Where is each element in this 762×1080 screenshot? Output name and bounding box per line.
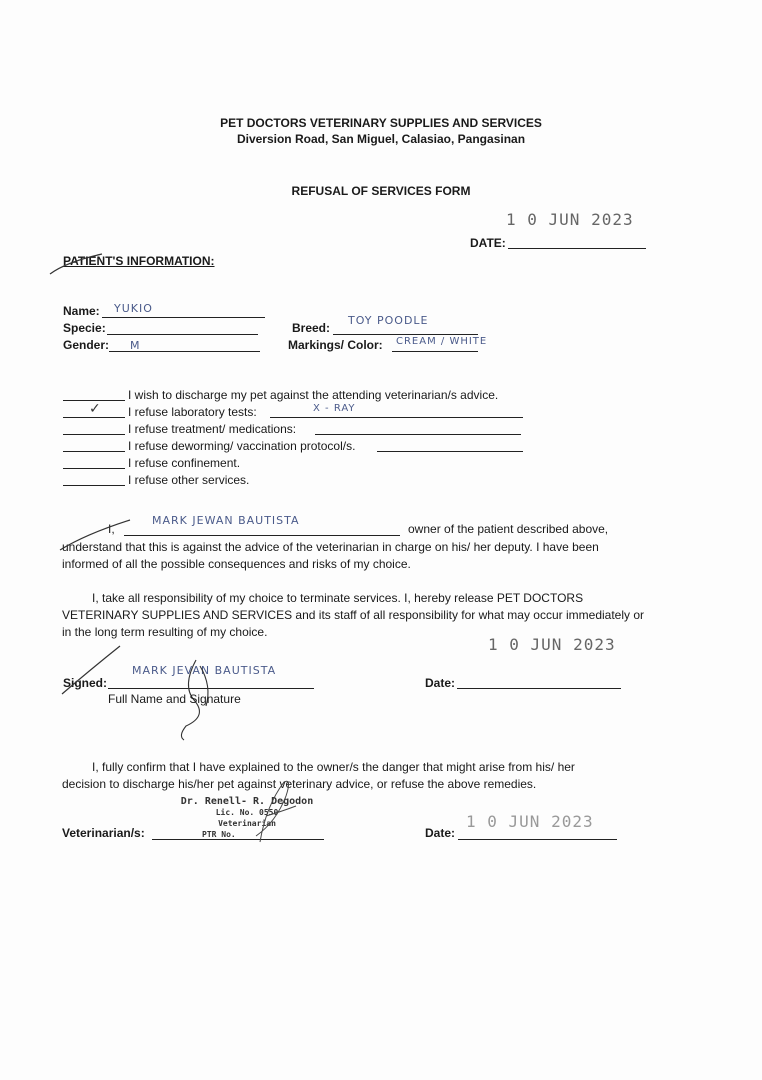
date-stamp-signed: 1 0 JUN 2023: [488, 635, 616, 654]
gender-field[interactable]: M: [130, 339, 141, 352]
patient-section-title: PATIENT'S INFORMATION:: [63, 254, 215, 268]
signed-label: Signed:: [63, 676, 107, 690]
vet-date-label: Date:: [425, 826, 456, 840]
statement-line3: informed of all the possible consequences and risks of my choice.: [62, 557, 411, 571]
release-line1: I, take all responsibility of my choice to terminate services. I, hereby release PET DOCTORS: [92, 591, 584, 605]
owner-name-field[interactable]: MARK JEWAN BAUTISTA: [152, 514, 300, 527]
specie-label: Specie:: [63, 321, 106, 335]
date-stamp-vet: 1 0 JUN 2023: [466, 812, 594, 831]
markings-label: Markings/ Color:: [288, 338, 383, 352]
form-title: REFUSAL OF SERVICES FORM: [291, 184, 471, 198]
specie-line: [107, 334, 258, 335]
option-text: I refuse treatment/ medications:: [128, 422, 297, 436]
vet-stamp-license: Lic. No. 0550: [215, 808, 279, 817]
vet-signature-mark: [236, 776, 306, 848]
option-detail-line: [270, 417, 523, 418]
signed-name-field[interactable]: MARK JEVAN BAUTISTA: [132, 664, 277, 677]
release-line2: VETERINARY SUPPLIES AND SERVICES and its staff of all responsibility for what may occur immediately or: [62, 608, 645, 622]
option-detail-line: [315, 434, 521, 435]
option-row: [63, 388, 533, 405]
statement-line2: understand that this is against the advice of the veterinarian in charge on his/ her deputy. I have been: [62, 540, 599, 554]
name-line: [102, 317, 265, 318]
breed-field[interactable]: TOY POODLE: [348, 314, 429, 327]
signed-date-label: Date:: [425, 676, 456, 690]
markings-line: [392, 351, 478, 352]
option-blank[interactable]: [63, 485, 125, 486]
option-text: I refuse deworming/ vaccination protocol/s.: [128, 439, 356, 453]
signed-date-line[interactable]: [457, 688, 621, 689]
signed-caption: Full Name and Signature: [108, 692, 241, 706]
vet-stamp-title: Veterinarian: [218, 819, 276, 828]
option-detail[interactable]: X - RAY: [313, 403, 356, 414]
vet-date-line[interactable]: [458, 839, 617, 840]
breed-label: Breed:: [292, 321, 331, 335]
option-blank[interactable]: [63, 468, 125, 469]
option-text: I refuse confinement.: [128, 456, 241, 470]
option-row: [63, 456, 533, 473]
option-text: I refuse laboratory tests:: [128, 405, 257, 419]
name-label: Name:: [63, 304, 100, 318]
name-field[interactable]: YUKIO: [114, 302, 153, 315]
options-list: [63, 388, 533, 490]
veterinarian-label: Veterinarian/s:: [62, 826, 145, 840]
option-text: I refuse other services.: [128, 473, 250, 487]
option-row: [63, 473, 533, 490]
business-name: PET DOCTORS VETERINARY SUPPLIES AND SERVICES: [220, 116, 542, 130]
confirm-line2: decision to discharge his/her pet against veterinary advice, or refuse the above remedies.: [62, 777, 537, 791]
confirm-line1: I, fully confirm that I have explained to the owner/s the danger that might arise from his/ her: [92, 760, 575, 774]
date-stamp-top: 1 0 JUN 2023: [506, 210, 634, 229]
option-detail-line: [377, 451, 523, 452]
date-label-top: DATE:: [470, 236, 506, 250]
pen-mark: [46, 252, 106, 278]
option-row: [63, 401, 533, 422]
check-mark-icon: ✓: [89, 401, 101, 417]
signature-mark: [60, 636, 300, 746]
gender-label: Gender:: [63, 338, 110, 352]
statement-line1: owner of the patient described above,: [408, 522, 609, 536]
option-row: [63, 422, 533, 439]
option-blank[interactable]: [63, 417, 125, 418]
option-text: I wish to discharge my pet against the attending veterinarian/s advice.: [128, 388, 499, 402]
date-line-top[interactable]: [508, 248, 646, 249]
vet-stamp-name: Dr. Renell- R. Degodon: [180, 796, 314, 807]
release-line3: in the long term resulting of my choice.: [62, 625, 268, 639]
owner-name-line: [124, 535, 400, 536]
statement-i: I,: [108, 522, 115, 536]
vet-stamp-ptr: PTR No.: [202, 830, 236, 839]
business-address: Diversion Road, San Miguel, Calasiao, Pangasinan: [236, 132, 526, 146]
pen-stroke: [56, 518, 136, 554]
breed-line: [333, 334, 478, 335]
option-row: [63, 439, 533, 456]
option-blank[interactable]: [63, 451, 125, 452]
option-blank[interactable]: [63, 434, 125, 435]
markings-field[interactable]: CREAM / WHITE: [396, 336, 488, 347]
